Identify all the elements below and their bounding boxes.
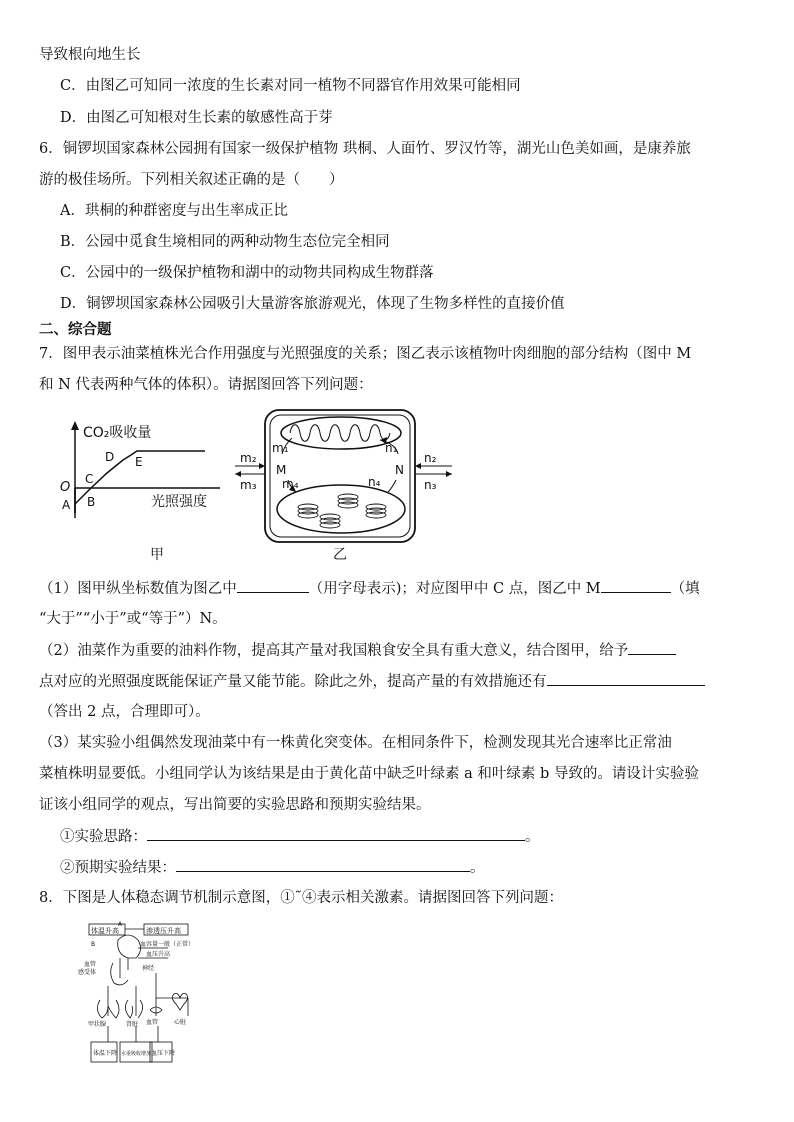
label-b: B [91, 941, 96, 948]
q7-part3-line2: 菜植株明显要低。小组同学认为该结果是由于黄化苗中缺乏叶绿素 a 和叶绿素 b 导致的。请设计实验验 [39, 766, 699, 782]
q7-part1-text: （1）图甲纵坐标数值为图乙中 [39, 581, 237, 597]
option-c: C．由图乙可知同一浓度的生长素对同一植物不同器官作用效果可能相同 [60, 78, 521, 94]
q7-part3-line1: （3）某实验小组偶然发现油菜中有一株黄化突变体。在相同条件下，检测发现其光合速率比正常油 [39, 735, 672, 751]
q6-option-d: D．铜锣坝国家森林公园吸引大量游客旅游观光，体现了生物多样性的直接价值 [60, 296, 565, 312]
q6-option-a: A．珙桐的种群密度与出生率成正比 [60, 203, 288, 219]
q7-part3-text: ②预期实验结果： [60, 860, 176, 876]
origin-label: O [60, 480, 71, 495]
q7-part2-line1 [39, 640, 676, 661]
box-bottom-3: 血压下降 [151, 1050, 176, 1057]
label-n4: n₄ [368, 475, 381, 489]
q7-part2-text: 点对应的光照强度既能保证产量又能节能。除此之外，提高产量的有效措施还有 [39, 674, 547, 690]
option-d: D．由图乙可知根对生长素的敏感性高于芽 [60, 110, 333, 126]
question-6-stem: 6．铜锣坝国家森林公园拥有国家一级保护植物 珙桐、人面竹、罗汉竹等，湖光山色美如画，是康养旅 [39, 141, 691, 157]
label-receptor: 感受体 [78, 969, 97, 976]
q7-part2-line3: （答出 2 点，合理即可）。 [39, 704, 210, 720]
q7-part1-text: （填 [670, 581, 700, 597]
label-m4: m₄ [282, 477, 299, 491]
section-heading: 二、综合题 [39, 322, 112, 338]
q6-option-b: B．公园中觅食生境相同的两种动物生态位完全相同 [60, 234, 390, 250]
box-top-right: 渗透压升高 [146, 927, 181, 935]
question-8-stem: 8．下图是人体稳态调节机制示意图，①˜④表示相关激素。请据图回答下列问题： [39, 890, 563, 906]
question-6-stem-cont: 游的极佳场所。下列相关叙述正确的是（ ） [39, 172, 344, 188]
q7-part3-line5 [60, 857, 485, 878]
label-m3: m₃ [240, 478, 257, 492]
q7-part1-text: （用字母表示)；对应图甲中 C 点，图乙中 M [308, 581, 601, 597]
label-thyroid: 甲状腺 [88, 1021, 107, 1028]
label-kidney: 肾脏 [126, 1021, 139, 1028]
figure-jia [55, 418, 225, 568]
answer-blank[interactable] [147, 826, 525, 841]
label-vessel: 血管 [84, 961, 97, 968]
box-top-left: 体温升高 [91, 927, 119, 935]
label-a: A [118, 921, 123, 928]
point-b-label: B [87, 495, 96, 509]
label-m1: m₁ [272, 441, 289, 455]
q6-option-c: C．公园中的一级保护植物和湖中的动物共同构成生物群落 [60, 265, 434, 281]
answer-blank[interactable] [601, 578, 671, 593]
box-bottom-2: 水重吸收增加 [121, 1051, 152, 1057]
period: 。 [470, 860, 485, 876]
q7-part1-line1 [39, 578, 700, 599]
answer-blank[interactable] [628, 640, 676, 655]
q7-part3-line4 [60, 826, 540, 847]
label-n2: n₂ [424, 451, 437, 465]
label-M: M [276, 463, 287, 477]
period: 。 [525, 829, 540, 845]
q7-part3-line3: 证该小组同学的观点，写出简要的实验思路和预期实验结果。 [39, 797, 431, 813]
q7-part2-line2 [39, 671, 705, 692]
label-blood-pressure: 血压升高 [146, 951, 171, 958]
y-axis-label: CO₂吸收量 [83, 425, 152, 441]
q7-part3-text: ①实验思路： [60, 829, 147, 845]
point-c-label: C [85, 472, 94, 486]
point-a-label: A [62, 498, 71, 512]
text-line: 导致根向地生长 [39, 47, 141, 63]
figure-q8 [58, 918, 208, 1068]
figure-yi [230, 404, 460, 566]
point-d-label: D [105, 450, 115, 464]
answer-blank[interactable] [176, 857, 470, 872]
figure-caption: 甲 [150, 547, 164, 563]
figure-caption: 乙 [333, 547, 347, 563]
x-axis-label: 光照强度 [151, 494, 207, 510]
q7-part1-line2: “大于”“小于”或“等于”）N。 [39, 611, 227, 627]
label-heart: 心脏 [174, 1019, 187, 1026]
label-m2: m₂ [240, 451, 257, 465]
label-n1: n₁ [385, 441, 398, 455]
label-blood-volume: 血容量一般（正常） [140, 941, 195, 948]
question-7-stem: 7．图甲表示油菜植株光合作用强度与光照强度的关系；图乙表示该植物叶肉细胞的部分结构（图中 M [39, 346, 692, 362]
q7-part2-text: （2）油菜作为重要的油料作物，提高其产量对我国粮食安全具有重大意义，结合图甲，给予 [39, 643, 629, 659]
label-n3: n₃ [424, 478, 437, 492]
box-bottom-1: 体温下降 [93, 1050, 118, 1057]
label-nerve: 神经 [142, 965, 155, 972]
question-7-stem-cont: 和 N 代表两种气体的体积）。请据图回答下列问题： [39, 377, 373, 393]
label-vessel-2: 血管 [146, 1019, 159, 1026]
answer-blank[interactable] [547, 671, 705, 686]
point-e-label: E [135, 455, 143, 469]
label-N: N [395, 463, 404, 477]
answer-blank[interactable] [237, 578, 309, 593]
